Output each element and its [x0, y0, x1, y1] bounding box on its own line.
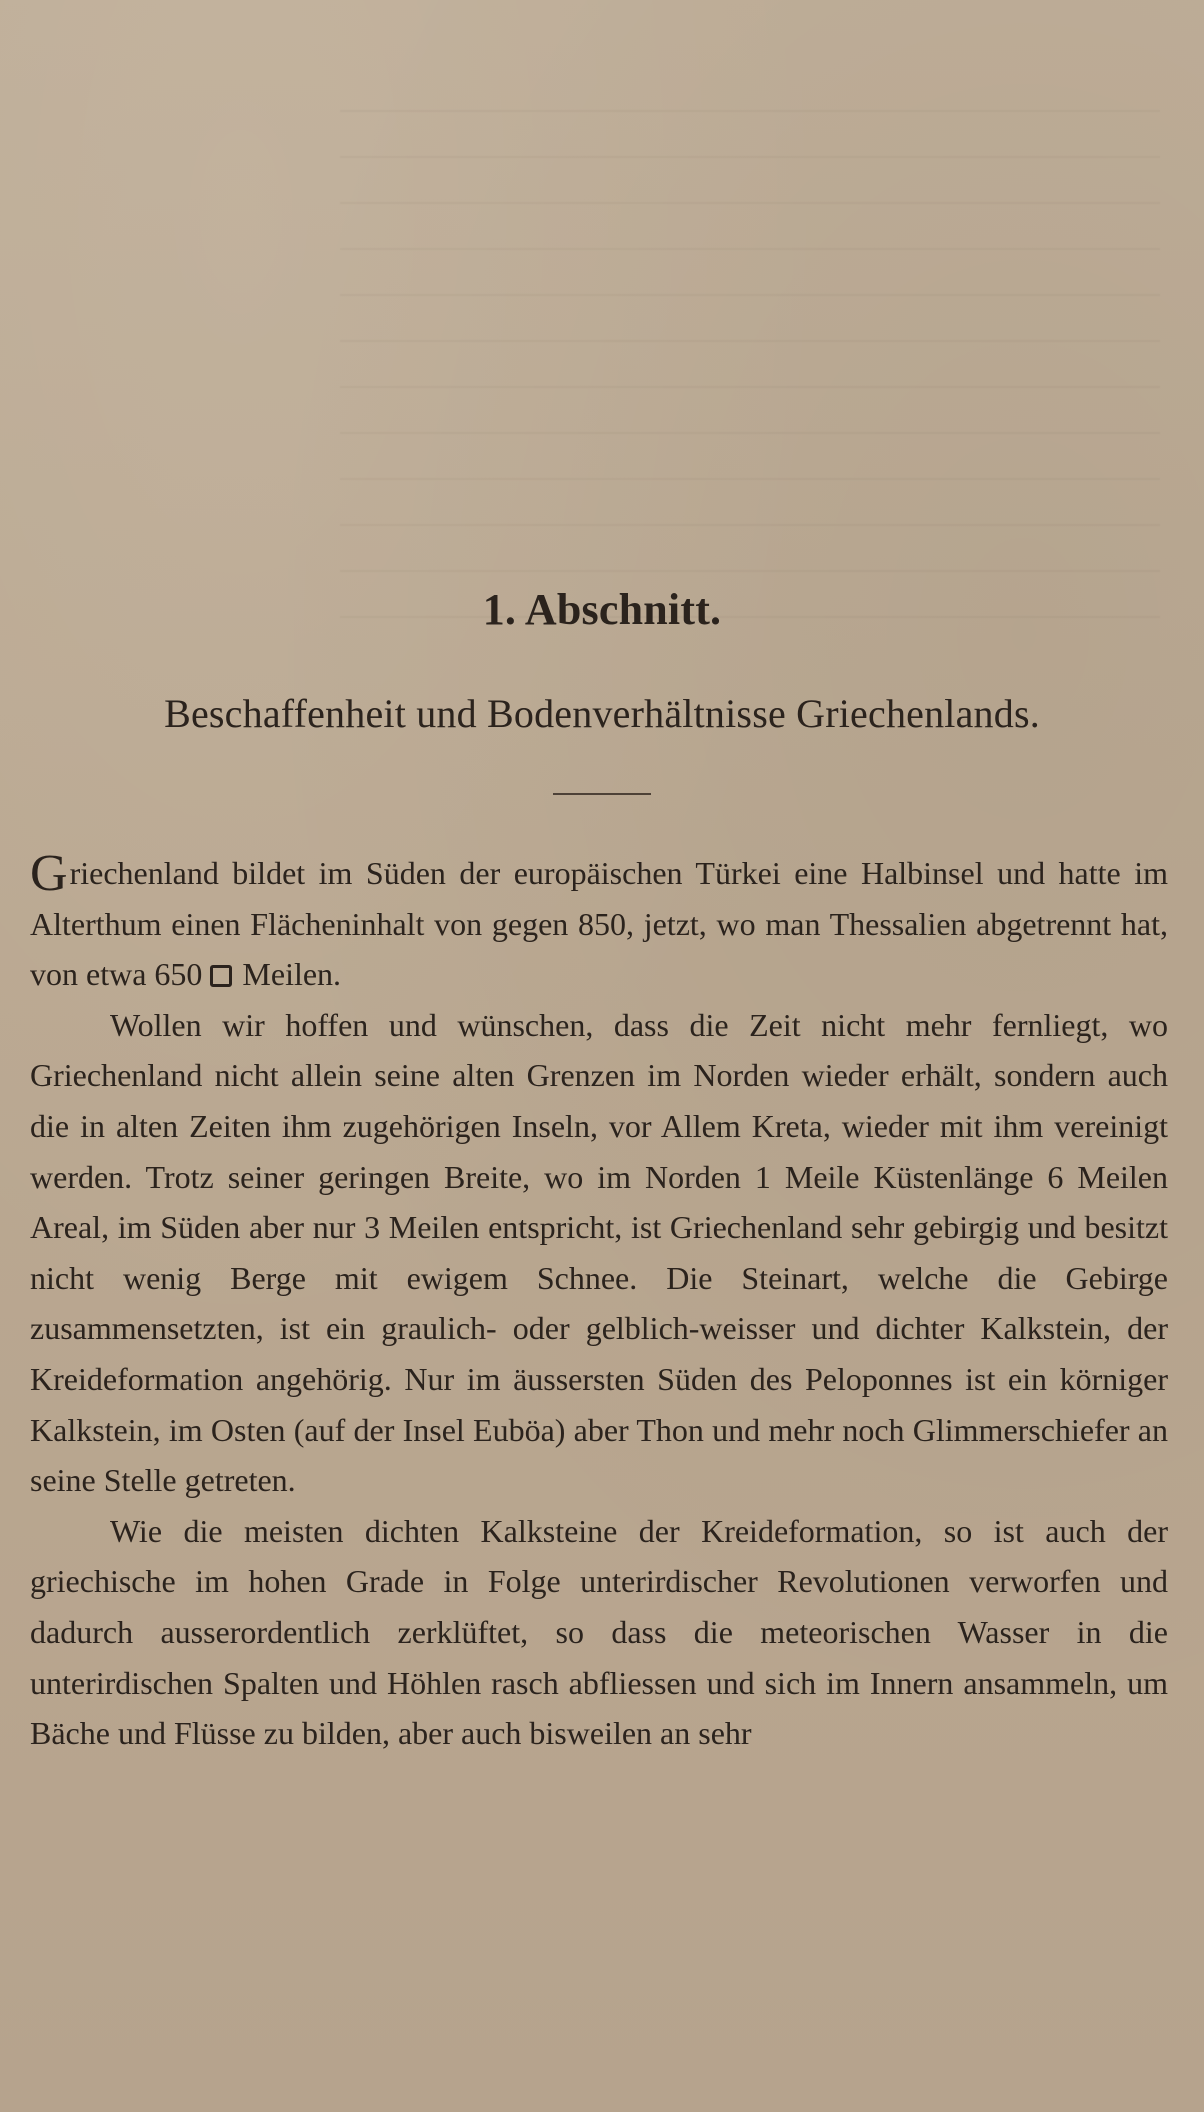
paragraph-1: [30, 845, 1168, 1000]
paragraph-1-text: riechenland bildet im Süden der europäischen Türkei eine Halbinsel und hatte im Alterthum einen Flächeninhalt von gegen 850, jetzt, wo man Thessalien abgetrennt hat, von etwa 650: [30, 855, 1168, 993]
chapter-title: 1. Abschnitt.: [482, 585, 722, 634]
bleed-through-text: [340, 110, 1160, 630]
square-miles-icon: [210, 965, 232, 987]
paragraph-1-unit: Meilen.: [242, 956, 342, 993]
dropcap: G: [30, 845, 68, 902]
paragraph-3: Wie die meisten dichten Kalksteine der Kreideformation, so ist auch der griechische im hohen Grade in Folge unterirdischer Revolutionen verworfen und dadurch ausserordentlich zerklüftet, so dass die meteorischen Wasser in die unterirdischen Spalten und Höhlen rasch abfliessen und sich im Innern ansammeln, um Bäche und Flüsse zu bilden, aber auch bisweilen an sehr: [30, 1512, 1168, 1752]
chapter-subtitle: Beschaffenheit und Bodenverhältnisse Griechenlands.: [164, 691, 1040, 736]
main-text: [30, 845, 1168, 1759]
paragraph-2: Wollen wir hoffen und wünschen, dass die Zeit nicht mehr fernliegt, wo Griechenland nicht allein seine alten Grenzen im Norden wieder erhält, sondern auch die in alten Zeiten ihm zugehörigen Inseln, vor Allem Kreta, wieder mit ihm vereinigt werden. Trotz seiner geringen Breite, wo im Norden 1 Meile Küstenlänge 6 Meilen Areal, im Süden aber nur 3 Meilen entspricht, ist Griechenland sehr gebirgig und besitzt nicht wenig Berge mit ewigem Schnee. Die Steinart, welche die Gebirge zusammensetzten, ist ein graulich- oder gelblich-weisser und dichter Kalkstein, der Kreideformation angehörig. Nur im äussersten Süden des Peloponnes ist ein körniger Kalkstein, im Osten (auf der Insel Euböa) aber Thon und mehr noch Glimmerschiefer an seine Stelle getreten.: [30, 1006, 1168, 1499]
section-rule: [553, 793, 651, 795]
